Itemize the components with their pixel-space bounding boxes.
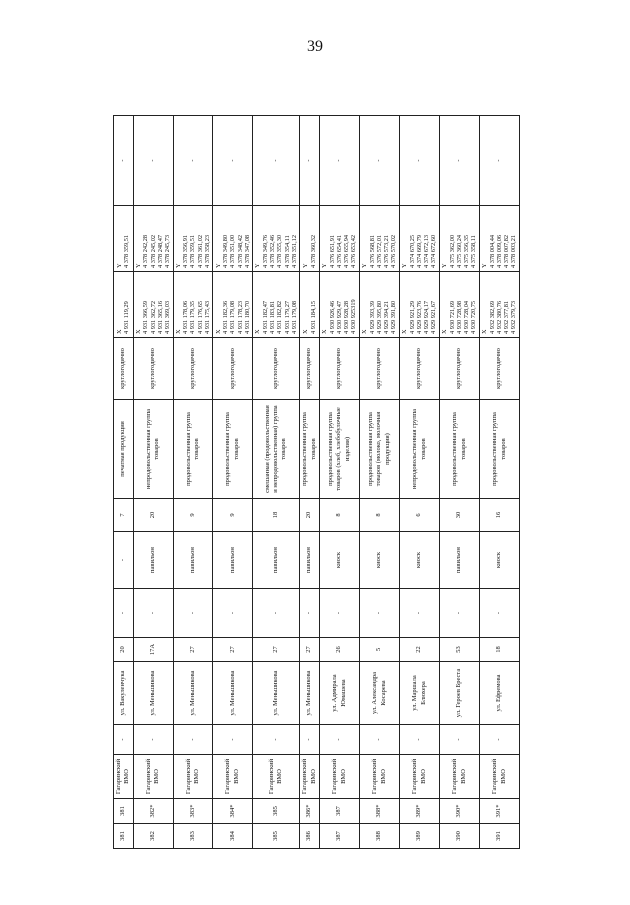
x-coordinate-value: X [401, 329, 409, 334]
y-coordinates-cell [173, 206, 212, 272]
x-coordinate-value: 4 931 176,65 [196, 300, 204, 334]
row-number-cell: 385 [253, 824, 300, 849]
x-coordinate-value: 4 930 728,98 [455, 300, 463, 334]
x-coordinate-value: 4 930 928,28 [343, 300, 351, 334]
y-coordinates-cell [253, 206, 300, 272]
x-coordinate-value: 4 931 179,35 [189, 300, 197, 334]
district-cell: Гагаринский ВМО [400, 755, 440, 799]
x-coordinate-value: 4 931 182,82 [276, 300, 284, 334]
season-cell: круглогодично [440, 338, 480, 400]
registry-code-cell: 386* [300, 799, 320, 824]
area-cell: 20 [133, 499, 173, 532]
district-cell: Гагаринский ВМО [480, 755, 520, 799]
product-cell: продовольственная группа товаров [480, 400, 520, 499]
x-coordinate-value: 4 929 921,67 [430, 300, 438, 334]
y-coordinate-value: Y [361, 263, 369, 268]
y-coordinate-value: 4 378 359,51 [123, 234, 131, 268]
rotated-table-container [113, 116, 518, 849]
district-cell: Гагаринский ВМО [360, 755, 400, 799]
dash-cell: - [440, 116, 480, 206]
x-coordinates-cell [320, 272, 360, 338]
district-cell: Гагаринский ВМО [440, 755, 480, 799]
object-type-cell: - [114, 532, 134, 589]
x-coordinate-value: X [174, 329, 182, 334]
y-coordinate-value: 4 374 672,13 [423, 234, 431, 268]
x-coordinate-value: 4 929 921,29 [408, 300, 416, 334]
row-number-cell: 389 [400, 824, 440, 849]
dash-cell: - [300, 589, 320, 638]
y-coordinate-value: 4 378 242,28 [142, 234, 150, 268]
registry-code-cell: 387 [320, 799, 360, 824]
row-number-cell: 388 [360, 824, 400, 849]
season-cell: круглогодично [173, 338, 212, 400]
x-coordinate-value: 4 930 925319 [350, 299, 358, 334]
y-coordinate-value: 4 376 570,02 [390, 234, 398, 268]
y-coordinate-value: 4 378 349,80 [221, 234, 229, 268]
x-coordinate-value: 4 932 380,76 [495, 300, 503, 334]
dash-cell: - [173, 589, 212, 638]
season-cell: круглогодично [480, 338, 520, 400]
y-coordinate-value: Y [481, 263, 489, 268]
page-number: 39 [307, 38, 323, 55]
street-cell: ул. Вакуленчука [114, 662, 134, 725]
product-cell: продовольственная группа товаров [173, 400, 212, 499]
season-cell: круглогодично [253, 338, 300, 400]
registry-code-cell: 382* [133, 799, 173, 824]
x-coordinates-cell [133, 272, 173, 338]
x-coordinate-value: 4 931 179,08 [229, 300, 237, 334]
dash-cell: - [400, 725, 440, 755]
house-number-cell: 20 [114, 638, 134, 662]
y-coordinate-value: Y [321, 263, 329, 268]
table-row [213, 116, 253, 849]
dash-cell: - [480, 116, 520, 206]
object-type-cell: павильон [300, 532, 320, 589]
dash-cell: - [114, 589, 134, 638]
y-coordinate-value: 4 378 003,21 [510, 234, 518, 268]
dash-cell: - [360, 116, 400, 206]
house-number-cell: 22 [400, 638, 440, 662]
y-coordinate-value: 4 376 568,81 [368, 234, 376, 268]
dash-cell: - [114, 725, 134, 755]
x-coordinate-value: 4 931 178,23 [236, 300, 244, 334]
registry-code-cell: 381 [114, 799, 134, 824]
area-cell: 30 [440, 499, 480, 532]
x-coordinate-value: 4 930 720,75 [470, 300, 478, 334]
x-coordinates-cell [400, 272, 440, 338]
dash-cell: - [133, 589, 173, 638]
x-coordinate-value: 4 931 175,43 [204, 300, 212, 334]
house-number-cell: 27 [213, 638, 253, 662]
dash-cell: - [300, 725, 320, 755]
season-cell: круглогодично [133, 338, 173, 400]
dash-cell: - [320, 725, 360, 755]
x-coordinate-value: X [321, 329, 329, 334]
object-type-cell: павильон [133, 532, 173, 589]
house-number-cell: 18 [480, 638, 520, 662]
y-coordinate-value: 4 376 654,41 [335, 234, 343, 268]
y-coordinates-cell [440, 206, 480, 272]
street-cell: ул. Меньшикова [173, 662, 212, 725]
dash-cell: - [253, 589, 300, 638]
y-coordinate-value: 4 376 572,01 [375, 234, 383, 268]
street-cell: ул. Меньшикова [300, 662, 320, 725]
x-coordinate-value: 4 929 391,80 [390, 300, 398, 334]
registry-code-cell: 384* [213, 799, 253, 824]
season-cell: круглогодично [360, 338, 400, 400]
y-coordinates-cell [300, 206, 320, 272]
street-cell: ул. Александра Косарева [360, 662, 400, 725]
y-coordinates-cell [133, 206, 173, 272]
y-coordinate-value: 4 378 358,23 [204, 234, 212, 268]
object-type-cell: павильон [173, 532, 212, 589]
y-coordinate-value: 4 378 007,82 [503, 234, 511, 268]
x-coordinate-value: X [302, 329, 310, 334]
object-type-cell: киоск [400, 532, 440, 589]
x-coordinate-value: 4 932 382,69 [488, 300, 496, 334]
dash-cell: - [440, 589, 480, 638]
x-coordinates-cell [114, 272, 134, 338]
house-number-cell: 53 [440, 638, 480, 662]
x-coordinate-value: X [481, 329, 489, 334]
district-cell: Гагаринский ВМО [253, 755, 300, 799]
dash-cell: - [213, 589, 253, 638]
y-coordinate-value: Y [302, 263, 310, 268]
x-coordinate-value: X [361, 329, 369, 334]
x-coordinate-value: 4 930 721,69 [448, 300, 456, 334]
district-cell: Гагаринский ВМО [213, 755, 253, 799]
object-type-cell: павильон [213, 532, 253, 589]
y-coordinates-cell [400, 206, 440, 272]
district-cell: Гагаринский ВМО [173, 755, 212, 799]
dash-cell: - [360, 589, 400, 638]
table-row [400, 116, 440, 849]
table-row [253, 116, 300, 849]
x-coordinate-value: 4 931 184,15 [309, 300, 317, 334]
district-cell: Гагаринский ВМО [320, 755, 360, 799]
y-coordinate-value: 4 378 245,02 [149, 234, 157, 268]
area-cell: 20 [300, 499, 320, 532]
x-coordinate-value: 4 931 365,16 [157, 300, 165, 334]
product-cell: непродовольственная группа товаров [400, 400, 440, 499]
x-coordinate-value: 4 931 183,81 [268, 300, 276, 334]
street-cell: ул. Меньшикова [133, 662, 173, 725]
row-number-cell: 382 [133, 824, 173, 849]
dash-cell: - [114, 116, 134, 206]
x-coordinates-cell [440, 272, 480, 338]
y-coordinate-value: 4 378 245,73 [164, 234, 172, 268]
y-coordinate-value: 4 375 356,35 [463, 234, 471, 268]
y-coordinate-value: 4 378 354,11 [283, 235, 291, 268]
x-coordinate-value: 4 929 924,17 [423, 300, 431, 334]
area-cell: 7 [114, 499, 134, 532]
area-cell: 8 [320, 499, 360, 532]
table-body [114, 116, 520, 849]
registry-code-cell: 391* [480, 799, 520, 824]
x-coordinate-value: 4 931 369,03 [164, 300, 172, 334]
dash-cell: - [253, 725, 300, 755]
area-cell: 6 [400, 499, 440, 532]
row-number-cell: 381 [114, 824, 134, 849]
dash-cell: - [253, 116, 300, 206]
dash-cell: - [400, 116, 440, 206]
x-coordinate-value: 4 931 362,72 [149, 300, 157, 334]
x-coordinate-value: 4 929 395,80 [375, 300, 383, 334]
street-cell: ул. Адмирала Юмашева [320, 662, 360, 725]
x-coordinate-value: 4 931 179,08 [290, 300, 298, 334]
y-coordinate-value: 4 378 347,08 [243, 234, 251, 268]
y-coordinate-value: 4 378 009,06 [495, 234, 503, 268]
dash-cell: - [133, 725, 173, 755]
registry-code-cell: 389* [400, 799, 440, 824]
row-number-cell: 387 [320, 824, 360, 849]
table-row [133, 116, 173, 849]
x-coordinate-value: 4 929 394,21 [383, 300, 391, 334]
dash-cell: - [440, 725, 480, 755]
y-coordinate-value: 4 376 655,94 [343, 234, 351, 268]
row-number-cell: 383 [173, 824, 212, 849]
season-cell: круглогодично [300, 338, 320, 400]
product-cell: продовольственная группа товаров [213, 400, 253, 499]
x-coordinates-cell [213, 272, 253, 338]
house-number-cell: 17А [133, 638, 173, 662]
season-cell: круглогодично [320, 338, 360, 400]
area-cell: 9 [173, 499, 212, 532]
y-coordinate-value: Y [135, 263, 143, 268]
x-coordinate-value: 4 930 926,46 [328, 300, 336, 334]
street-cell: ул. Меньшикова [253, 662, 300, 725]
y-coordinate-value: 4 375 362,00 [448, 234, 456, 268]
y-coordinate-value: 4 376 651,91 [328, 234, 336, 268]
x-coordinate-value: 4 930 728,04 [463, 300, 471, 334]
x-coordinate-value: 4 931 180,70 [243, 300, 251, 334]
season-cell: круглогодично [213, 338, 253, 400]
y-coordinates-cell [114, 206, 134, 272]
district-cell: Гагаринский ВМО [133, 755, 173, 799]
dash-cell: - [320, 116, 360, 206]
y-coordinate-value: 4 378 356,91 [182, 234, 190, 268]
x-coordinate-value: 4 929 923,76 [415, 300, 423, 334]
dash-cell: - [360, 725, 400, 755]
dash-cell: - [480, 725, 520, 755]
y-coordinate-value: Y [116, 263, 124, 268]
product-cell: продовольственная группа товаров (молоко, молочная продукция) [360, 400, 400, 499]
object-type-cell: киоск [360, 532, 400, 589]
product-cell: непродовольственная группа товаров [133, 400, 173, 499]
x-coordinate-value: 4 931 366,59 [142, 300, 150, 334]
y-coordinate-value: Y [441, 263, 449, 268]
y-coordinate-value: 4 375 360,24 [455, 234, 463, 268]
y-coordinate-value: 4 378 351,00 [229, 234, 237, 268]
y-coordinate-value: 4 374 670,25 [408, 234, 416, 268]
house-number-cell: 26 [320, 638, 360, 662]
x-coordinate-value: 4 931 178,06 [182, 300, 190, 334]
y-coordinate-value: 4 378 359,51 [189, 234, 197, 268]
dash-cell: - [300, 116, 320, 206]
y-coordinate-value: Y [254, 263, 262, 268]
product-cell: смешанная (продовольственная и непродовольственная) группа товаров [253, 400, 300, 499]
x-coordinate-value: X [441, 329, 449, 334]
x-coordinate-value: 4 930 929,47 [335, 300, 343, 334]
y-coordinates-cell [213, 206, 253, 272]
y-coordinate-value: 4 374 669,79 [415, 234, 423, 268]
product-cell: продовольственная группа товаров [440, 400, 480, 499]
street-cell: ул. Ефремова [480, 662, 520, 725]
dash-cell: - [480, 589, 520, 638]
object-type-cell: киоск [480, 532, 520, 589]
x-coordinates-cell [360, 272, 400, 338]
product-cell: печатная продукция [114, 400, 134, 499]
x-coordinate-value: X [214, 329, 222, 334]
object-type-cell: павильон [253, 532, 300, 589]
registry-code-cell: 385 [253, 799, 300, 824]
dash-cell: - [173, 725, 212, 755]
x-coordinate-value: 4 931 182,47 [261, 300, 269, 334]
y-coordinate-value: 4 378 360,32 [309, 234, 317, 268]
product-cell: продовольственная группа товаров [300, 400, 320, 499]
house-number-cell: 27 [173, 638, 212, 662]
y-coordinate-value: Y [174, 263, 182, 268]
dash-cell: - [213, 725, 253, 755]
house-number-cell: 27 [300, 638, 320, 662]
house-number-cell: 5 [360, 638, 400, 662]
registry-code-cell: 383* [173, 799, 212, 824]
dash-cell: - [320, 589, 360, 638]
registry-code-cell: 388* [360, 799, 400, 824]
dash-cell: - [173, 116, 212, 206]
district-cell: Гагаринский ВМО [114, 755, 134, 799]
y-coordinate-value: 4 378 355,30 [276, 234, 284, 268]
x-coordinate-value: 4 931 182,36 [221, 300, 229, 334]
table-row [320, 116, 360, 849]
y-coordinate-value: 4 378 004,44 [488, 234, 496, 268]
y-coordinate-value: 4 378 351,12 [290, 234, 298, 268]
table-row [300, 116, 320, 849]
x-coordinates-cell [173, 272, 212, 338]
dash-cell: - [133, 116, 173, 206]
street-cell: ул. Маршала Блюхера [400, 662, 440, 725]
y-coordinates-cell [360, 206, 400, 272]
placement-table [113, 115, 520, 849]
y-coordinate-value: 4 378 349,76 [261, 234, 269, 268]
x-coordinates-cell [300, 272, 320, 338]
y-coordinate-value: 4 378 348,42 [236, 234, 244, 268]
table-row [173, 116, 212, 849]
x-coordinates-cell [253, 272, 300, 338]
x-coordinates-cell [480, 272, 520, 338]
area-cell: 8 [360, 499, 400, 532]
registry-code-cell: 390* [440, 799, 480, 824]
table-row [480, 116, 520, 849]
y-coordinate-value: Y [214, 263, 222, 268]
x-coordinate-value: 4 931 119,29 [123, 301, 131, 334]
y-coordinate-value: 4 378 248,47 [157, 234, 165, 268]
row-number-cell: 386 [300, 824, 320, 849]
y-coordinate-value: Y [401, 263, 409, 268]
street-cell: ул. Меньшикова [213, 662, 253, 725]
table-row [440, 116, 480, 849]
x-coordinate-value: 4 929 393,39 [368, 300, 376, 334]
y-coordinate-value: 4 378 352,46 [268, 234, 276, 268]
table-row [360, 116, 400, 849]
y-coordinates-cell [320, 206, 360, 272]
season-cell: круглогодично [400, 338, 440, 400]
x-coordinate-value: 4 932 379,73 [510, 300, 518, 334]
row-number-cell: 390 [440, 824, 480, 849]
product-cell: продовольственная группа товаров (хлеб, хлебобулочные изделия) [320, 400, 360, 499]
dash-cell: - [400, 589, 440, 638]
x-coordinate-value: 4 931 179,27 [283, 300, 291, 334]
y-coordinate-value: 4 374 672,60 [430, 234, 438, 268]
row-number-cell: 391 [480, 824, 520, 849]
street-cell: ул. Героев Бреста [440, 662, 480, 725]
y-coordinates-cell [480, 206, 520, 272]
area-cell: 9 [213, 499, 253, 532]
y-coordinate-value: 4 378 361,02 [196, 234, 204, 268]
x-coordinate-value: X [135, 329, 143, 334]
table-row [114, 116, 134, 849]
dash-cell: - [213, 116, 253, 206]
area-cell: 18 [253, 499, 300, 532]
area-cell: 16 [480, 499, 520, 532]
object-type-cell: павильон [440, 532, 480, 589]
x-coordinate-value: X [116, 329, 124, 334]
x-coordinate-value: 4 932 377,81 [503, 300, 511, 334]
row-number-cell: 384 [213, 824, 253, 849]
season-cell: круглогодично [114, 338, 134, 400]
y-coordinate-value: 4 376 573,21 [383, 234, 391, 268]
y-coordinate-value: 4 376 653,42 [350, 234, 358, 268]
y-coordinate-value: 4 375 358,11 [470, 235, 478, 268]
object-type-cell: киоск [320, 532, 360, 589]
district-cell: Гагаринский ВМО [300, 755, 320, 799]
house-number-cell: 27 [253, 638, 300, 662]
x-coordinate-value: X [254, 329, 262, 334]
